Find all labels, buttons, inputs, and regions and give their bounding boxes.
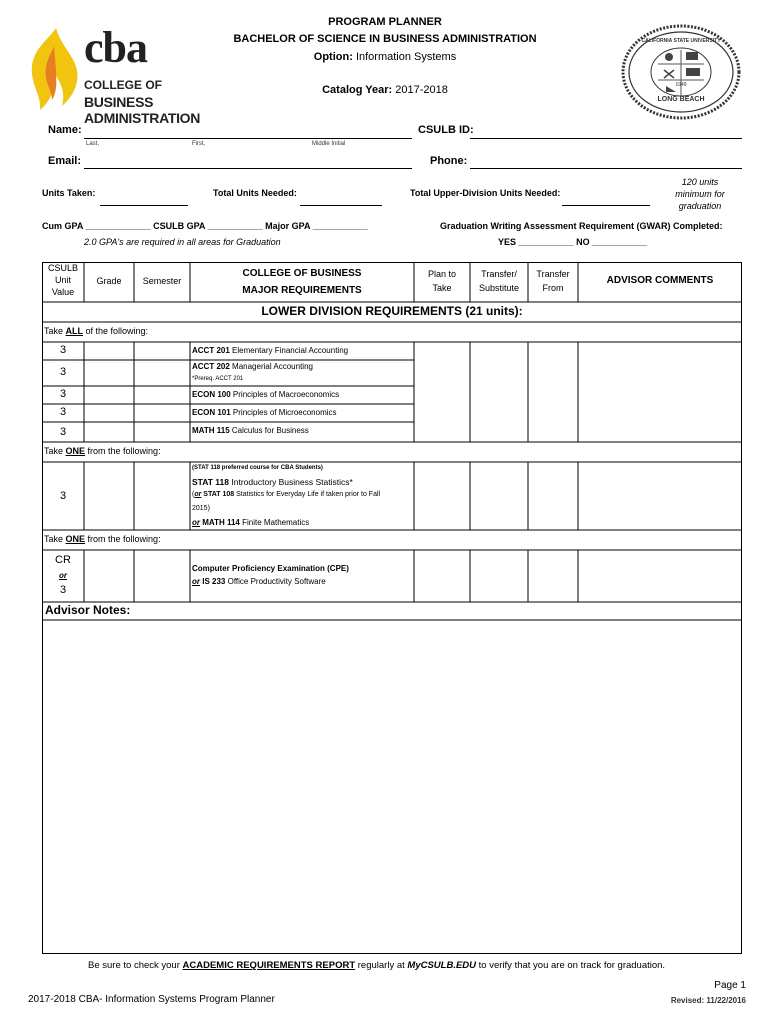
email-field[interactable] — [84, 168, 412, 169]
total-units-field[interactable] — [300, 205, 382, 206]
take-one-post: from the following: — [85, 534, 161, 544]
header-plan-2: Take — [432, 283, 452, 293]
page-number: Page 1 — [714, 980, 746, 991]
gpa-line[interactable]: Cum GPA _____________ CSULB GPA ___________ Major GPA ___________ — [42, 221, 368, 231]
course-name — [192, 346, 348, 355]
units-taken-field[interactable] — [100, 205, 188, 206]
header-from-2: From — [542, 283, 564, 293]
first-hint: First, — [192, 141, 206, 147]
college-of-label: COLLEGE OF — [84, 78, 162, 92]
header-semester: Semester — [142, 276, 182, 286]
requirements-table — [42, 262, 742, 954]
cba-flame-icon — [26, 26, 86, 112]
lower-division-heading: LOWER DIVISION REQUIREMENTS (21 units): — [261, 304, 523, 318]
take-one-instruction-stats — [44, 446, 161, 456]
cpe-units-or: or — [59, 571, 67, 580]
option-value: Information Systems — [355, 51, 457, 63]
csulb-seal-icon — [618, 22, 744, 122]
course-title: Principles of Microeconomics — [232, 408, 337, 417]
header-unit-3: Value — [51, 287, 75, 297]
catalog-label: Catalog Year: — [322, 84, 393, 96]
course-title: Office Productivity Software — [227, 577, 326, 586]
units-taken-label: Units Taken: — [42, 188, 96, 198]
course-units: 3 — [59, 366, 67, 378]
stat118-line — [192, 477, 353, 487]
course-code: ECON 100 — [192, 390, 231, 399]
header-req-1: COLLEGE OF BUSINESS — [242, 268, 362, 279]
reminder-post: to verify that you are on track for graduation. — [476, 960, 666, 971]
revised-date: Revised: 11/22/2016 — [670, 996, 746, 1005]
academic-report-link[interactable]: ACADEMIC REQUIREMENTS REPORT — [182, 960, 356, 971]
course-row-stats[interactable] — [42, 462, 414, 530]
course-title: Introductory Business Statistics* — [231, 477, 353, 487]
name-field[interactable] — [84, 138, 412, 139]
or-label: or — [192, 518, 200, 527]
csulb-id-label: CSULB ID: — [418, 124, 474, 136]
option-line — [230, 51, 540, 63]
header-transfer-from — [528, 267, 578, 295]
course-title: Statistics for Everyday Life if taken prior to Fall — [236, 491, 381, 498]
course-units: 3 — [59, 406, 67, 418]
header-from-1: Transfer — [536, 269, 570, 279]
course-title: Calculus for Business — [231, 426, 309, 435]
header-unit-2: Unit — [54, 275, 71, 285]
course-units: 3 — [59, 490, 67, 502]
course-title: Principles of Macroeconomics — [232, 390, 340, 399]
course-code: ECON 101 — [192, 408, 231, 417]
or-label: or — [194, 491, 202, 498]
course-row-math115[interactable] — [42, 422, 414, 442]
is233-line — [192, 577, 326, 586]
course-units: 3 — [59, 388, 67, 400]
course-row-acct201[interactable] — [42, 342, 414, 360]
gwar-yes-no[interactable]: YES ___________ NO ___________ — [498, 237, 648, 247]
or-label: or — [192, 577, 200, 586]
reminder-pre: Be sure to check your — [88, 960, 183, 971]
units-min-note — [660, 176, 740, 212]
course-row-econ100[interactable] — [42, 386, 414, 404]
course-row-cpe[interactable] — [42, 550, 414, 602]
mycsulb-link[interactable]: MyCSULB.EDU — [407, 960, 477, 971]
course-code: ACCT 201 — [192, 346, 230, 355]
header-unit-1: CSULB — [47, 263, 78, 273]
seal-top-text: CALIFORNIA STATE UNIVERSITY — [641, 38, 721, 44]
gpa-note: 2.0 GPA's are required in all areas for Graduation — [84, 237, 281, 247]
take-one-pre: Take — [44, 534, 66, 544]
last-hint: Last, — [86, 141, 100, 147]
take-one-instruction-cpe — [44, 534, 161, 544]
course-code: ACCT 202 — [192, 362, 230, 371]
seal-bottom-text: LONG BEACH — [657, 96, 705, 103]
course-title: Managerial Accounting — [232, 362, 313, 371]
total-units-label: Total Units Needed: — [213, 188, 297, 198]
course-code: STAT 118 — [192, 477, 230, 487]
course-units: 3 — [59, 344, 67, 356]
upper-div-label: Total Upper-Division Units Needed: — [410, 188, 561, 198]
course-name — [192, 426, 309, 435]
take-all-instruction — [44, 326, 148, 336]
reminder-mid: regularly at — [355, 960, 408, 971]
course-name — [192, 408, 337, 417]
header-transfer-substitute — [470, 267, 528, 295]
stat108-line: (or STAT 108 Statistics for Everyday Life if taken prior to Fall — [192, 491, 381, 498]
take-one-em: ONE — [65, 534, 86, 544]
course-name — [192, 390, 339, 399]
course-title: Finite Mathematics — [242, 518, 310, 527]
units-min-2: minimum for — [675, 189, 725, 199]
title-degree: BACHELOR OF SCIENCE IN BUSINESS ADMINISTRATION — [233, 33, 537, 45]
header-requirements — [190, 265, 414, 299]
take-all-em: ALL — [65, 326, 84, 336]
units-min-3: graduation — [678, 201, 722, 211]
gwar-line: Graduation Writing Assessment Requirement (GWAR) Completed: — [440, 221, 723, 231]
course-row-econ101[interactable] — [42, 404, 414, 422]
cpe-units-cr: CR — [55, 554, 71, 566]
take-one-pre: Take — [44, 446, 66, 456]
email-label: Email: — [48, 155, 82, 167]
math114-line — [192, 518, 309, 527]
course-code: IS 233 — [202, 577, 226, 586]
course-prereq-note: *Prereq. ACCT 201 — [192, 376, 244, 382]
cba-logo — [26, 22, 241, 126]
phone-field[interactable] — [470, 168, 742, 169]
stat-preferred-note: (STAT 118 preferred course for CBA Students) — [192, 465, 323, 471]
advisor-notes-area[interactable] — [43, 621, 741, 953]
cpe-line: Computer Proficiency Examination (CPE) — [192, 564, 349, 573]
phone-label: Phone: — [430, 155, 468, 167]
header-advisor-comments: ADVISOR COMMENTS — [606, 275, 714, 286]
advisor-notes-label: Advisor Notes: — [45, 603, 131, 617]
header-plan-to-take — [414, 267, 470, 295]
course-name — [192, 362, 313, 371]
title-program-planner: PROGRAM PLANNER — [328, 16, 442, 28]
header-plan-1: Plan to — [427, 269, 457, 279]
header-transfer-1: Transfer/ — [481, 269, 517, 279]
take-one-em: ONE — [65, 446, 86, 456]
header-req-2: MAJOR REQUIREMENTS — [242, 285, 362, 296]
course-code: MATH 115 — [192, 426, 230, 435]
catalog-line — [230, 84, 540, 96]
upper-div-field[interactable] — [562, 205, 650, 206]
catalog-value: 2017-2018 — [395, 84, 448, 96]
footer-reminder — [88, 960, 665, 971]
header-grade: Grade — [96, 276, 122, 286]
units-min-1: 120 units — [681, 177, 719, 187]
business-admin-label: BUSINESS ADMINISTRATION — [84, 94, 201, 126]
footer-title: 2017-2018 CBA- Information Systems Program Planner — [28, 994, 275, 1005]
cpe-units — [42, 553, 84, 598]
seal-year: 1949 — [675, 82, 687, 88]
take-one-post: from the following: — [85, 446, 161, 456]
take-all-pre: Take — [44, 326, 66, 336]
option-label: Option: — [313, 51, 353, 63]
cpe-units-3: 3 — [59, 584, 67, 596]
course-code: STAT 108 — [203, 491, 235, 498]
header-transfer-2: Substitute — [478, 283, 520, 293]
take-all-post: of the following: — [83, 326, 149, 336]
course-row-acct202[interactable] — [42, 360, 414, 386]
course-code: MATH 114 — [202, 518, 240, 527]
header-unit-value — [42, 262, 84, 298]
middle-hint: Middle Initial — [312, 141, 346, 147]
cba-wordmark: cba — [84, 23, 147, 72]
stat108-line-2: 2015) — [192, 505, 210, 512]
csulb-id-field[interactable] — [470, 138, 742, 139]
name-label: Name: — [48, 124, 82, 136]
course-units: 3 — [59, 426, 67, 438]
course-title: Elementary Financial Accounting — [232, 346, 349, 355]
